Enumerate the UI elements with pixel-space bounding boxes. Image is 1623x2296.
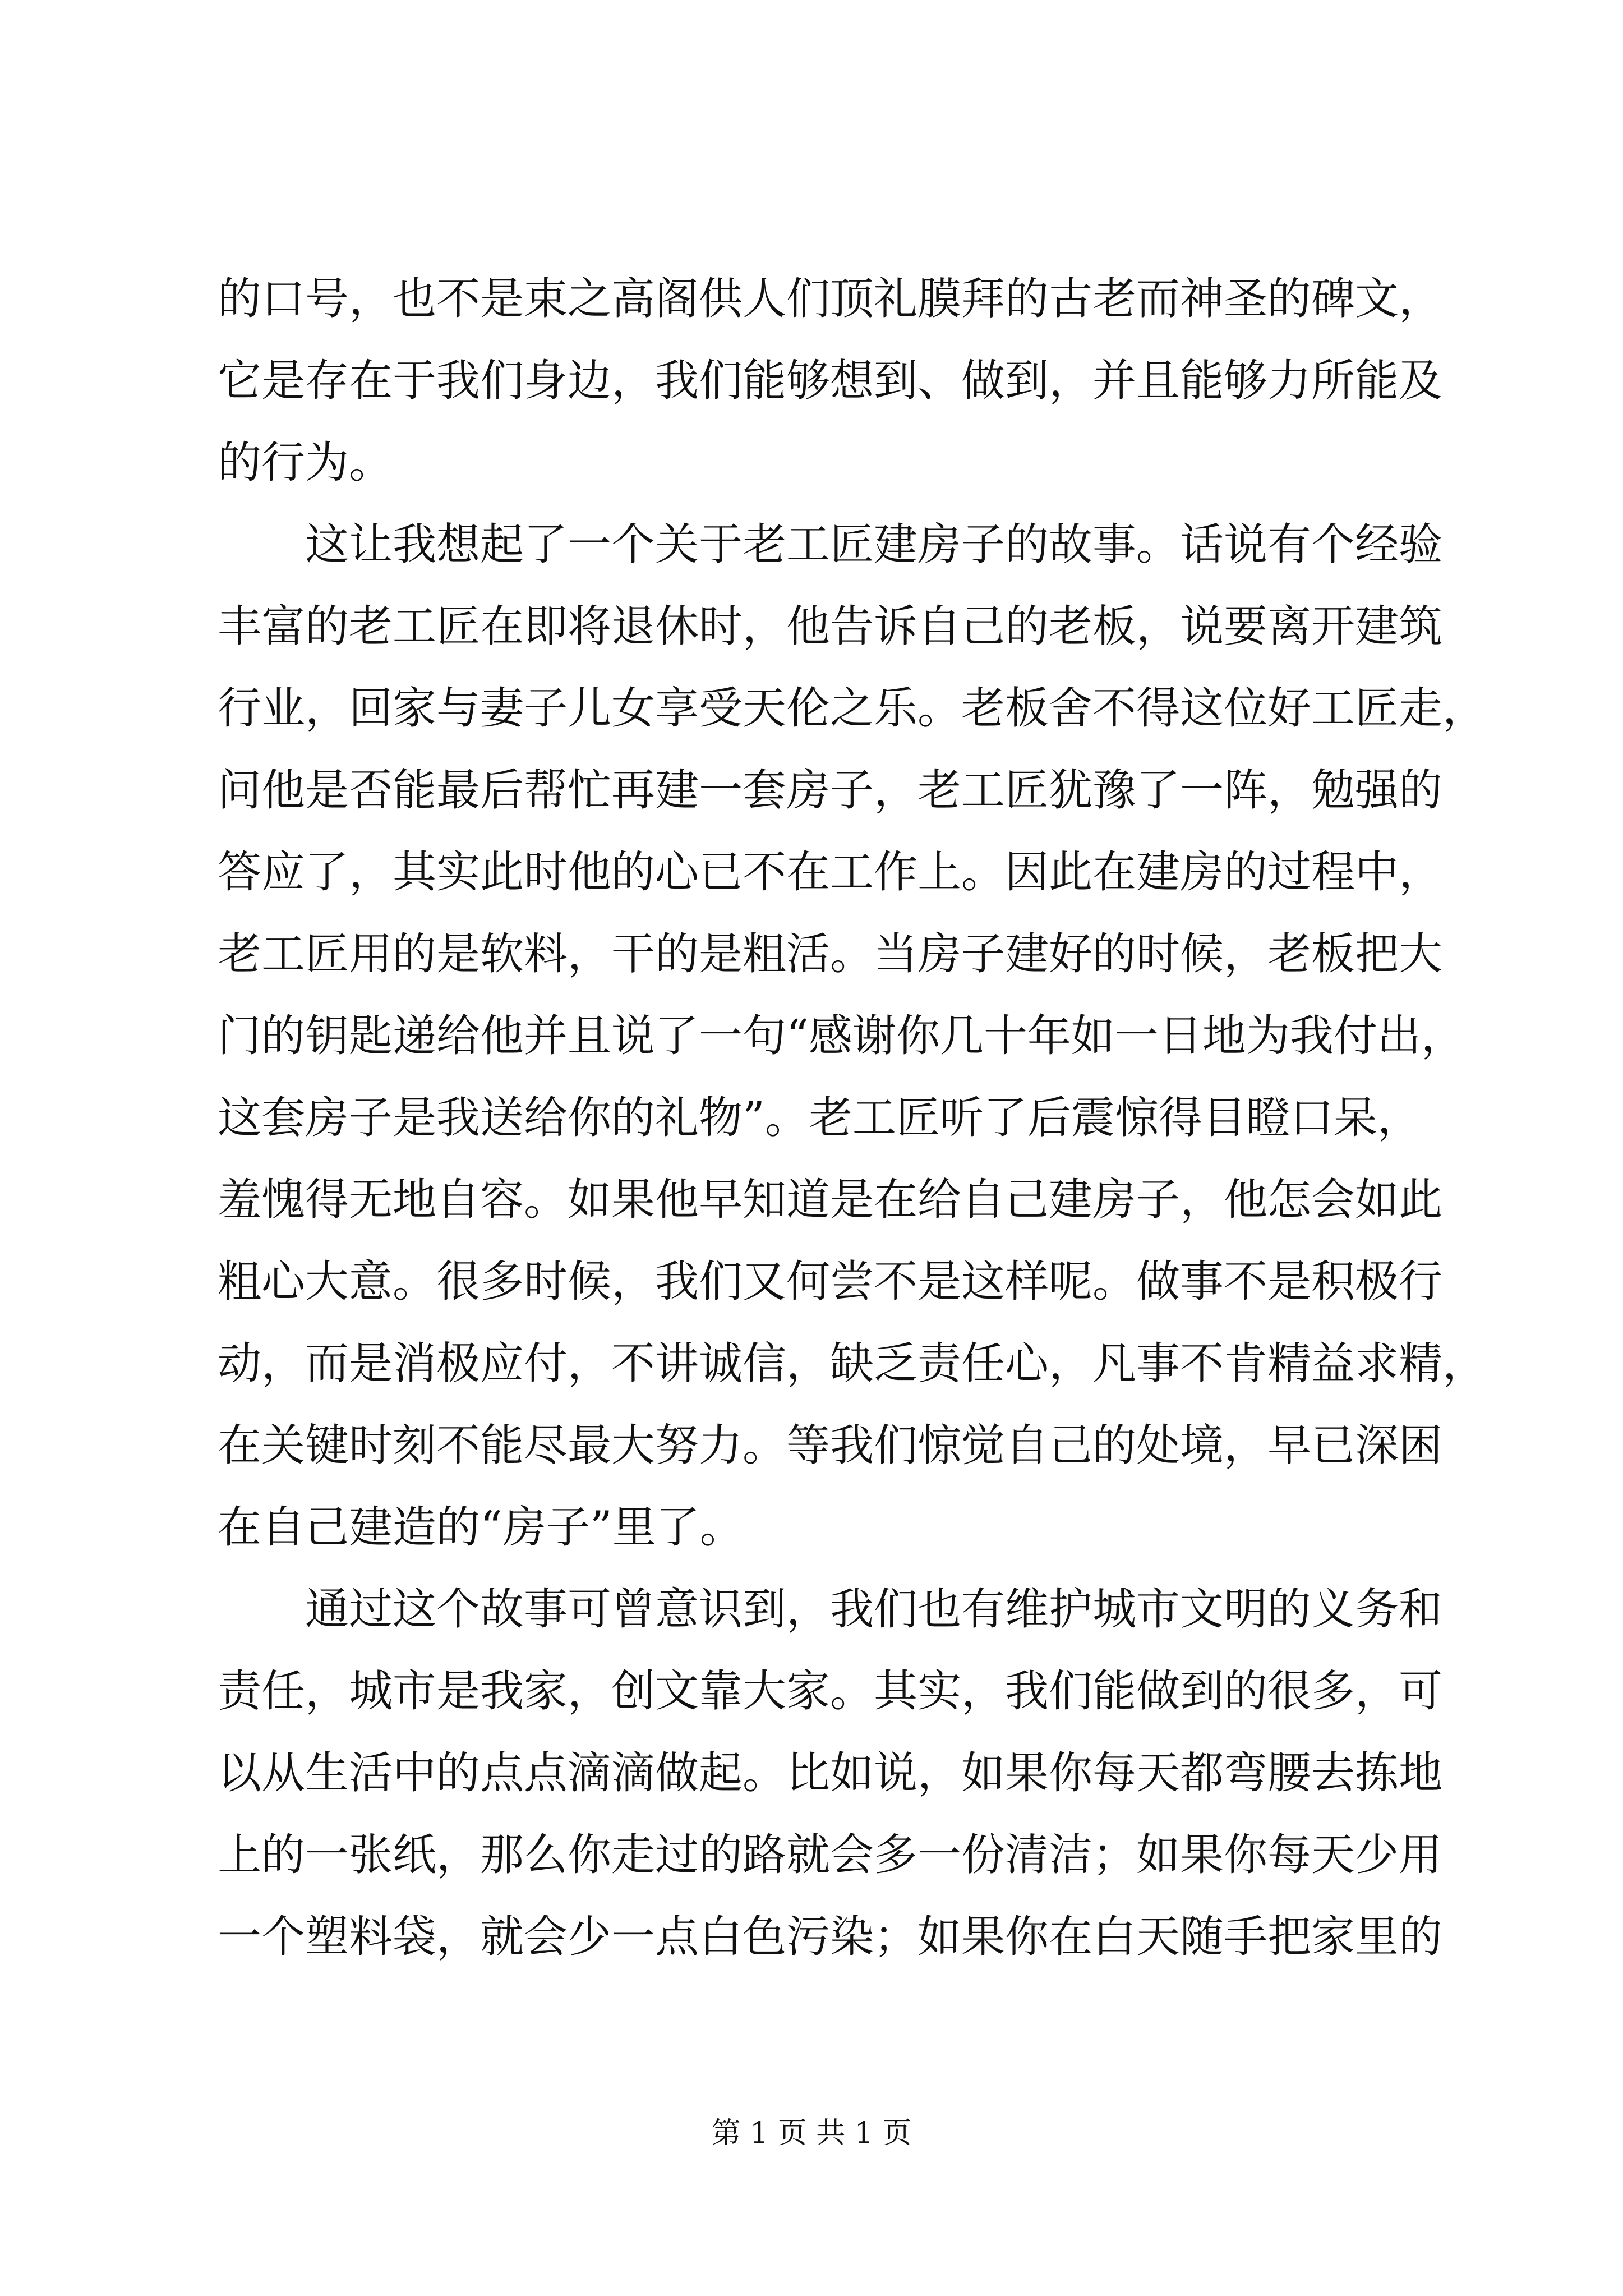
text-line: 上的一张纸，那么你走过的路就会多一份清洁；如果你每天少用 (218, 1830, 1443, 1880)
text-line: 在自己建造的“房子”里了。 (218, 1502, 744, 1553)
page-number-footer: 第 1 页 共 1 页 (711, 2116, 912, 2150)
text-line: 门的钥匙递给他并且说了一句“感谢你几十年如一日地为我付出， (218, 1011, 1465, 1061)
paragraph-start-line: 这让我想起了一个关于老工匠建房子的故事。话说有个经验 (305, 519, 1443, 570)
text-line: 动，而是消极应付，不讲诚信，缺乏责任心，凡事不肯精益求精， (218, 1338, 1487, 1389)
text-line: 羞愧得无地自容。如果他早知道是在给自己建房子，他怎会如此 (218, 1175, 1443, 1225)
text-line: 粗心大意。很多时候，我们又何尝不是这样呢。做事不是积极行 (218, 1257, 1443, 1307)
text-line: 在关键时刻不能尽最大努力。等我们惊觉自己的处境，早已深困 (218, 1420, 1443, 1471)
text-line: 行业，回家与妻子儿女享受天伦之乐。老板舍不得这位好工匠走， (218, 683, 1487, 734)
text-line: 的行为。 (218, 438, 393, 488)
text-line: 的口号，也不是束之高阁供人们顶礼膜拜的古老而神圣的碑文， (218, 274, 1443, 324)
text-line: 问他是否能最后帮忙再建一套房子，老工匠犹豫了一阵，勉强的 (218, 765, 1443, 816)
text-line: 一个塑料袋，就会少一点白色污染；如果你在白天随手把家里的 (218, 1912, 1443, 1962)
text-line: 它是存在于我们身边，我们能够想到、做到，并且能够力所能及 (218, 356, 1443, 406)
text-line: 丰富的老工匠在即将退休时，他告诉自己的老板，说要离开建筑 (218, 601, 1443, 652)
text-line: 老工匠用的是软料，干的是粗活。当房子建好的时候，老板把大 (218, 929, 1443, 979)
text-line: 这套房子是我送给你的礼物”。老工匠听了后震惊得目瞪口呆， (218, 1093, 1421, 1143)
text-line: 答应了，其实此时他的心已不在工作上。因此在建房的过程中， (218, 847, 1443, 898)
body-text (218, 258, 1487, 1978)
text-line: 以从生活中的点点滴滴做起。比如说，如果你每天都弯腰去拣地 (218, 1748, 1443, 1798)
text-line: 责任，城市是我家，创文靠大家。其实，我们能做到的很多，可 (218, 1666, 1443, 1717)
paragraph-start-line: 通过这个故事可曾意识到，我们也有维护城市文明的义务和 (305, 1584, 1443, 1635)
